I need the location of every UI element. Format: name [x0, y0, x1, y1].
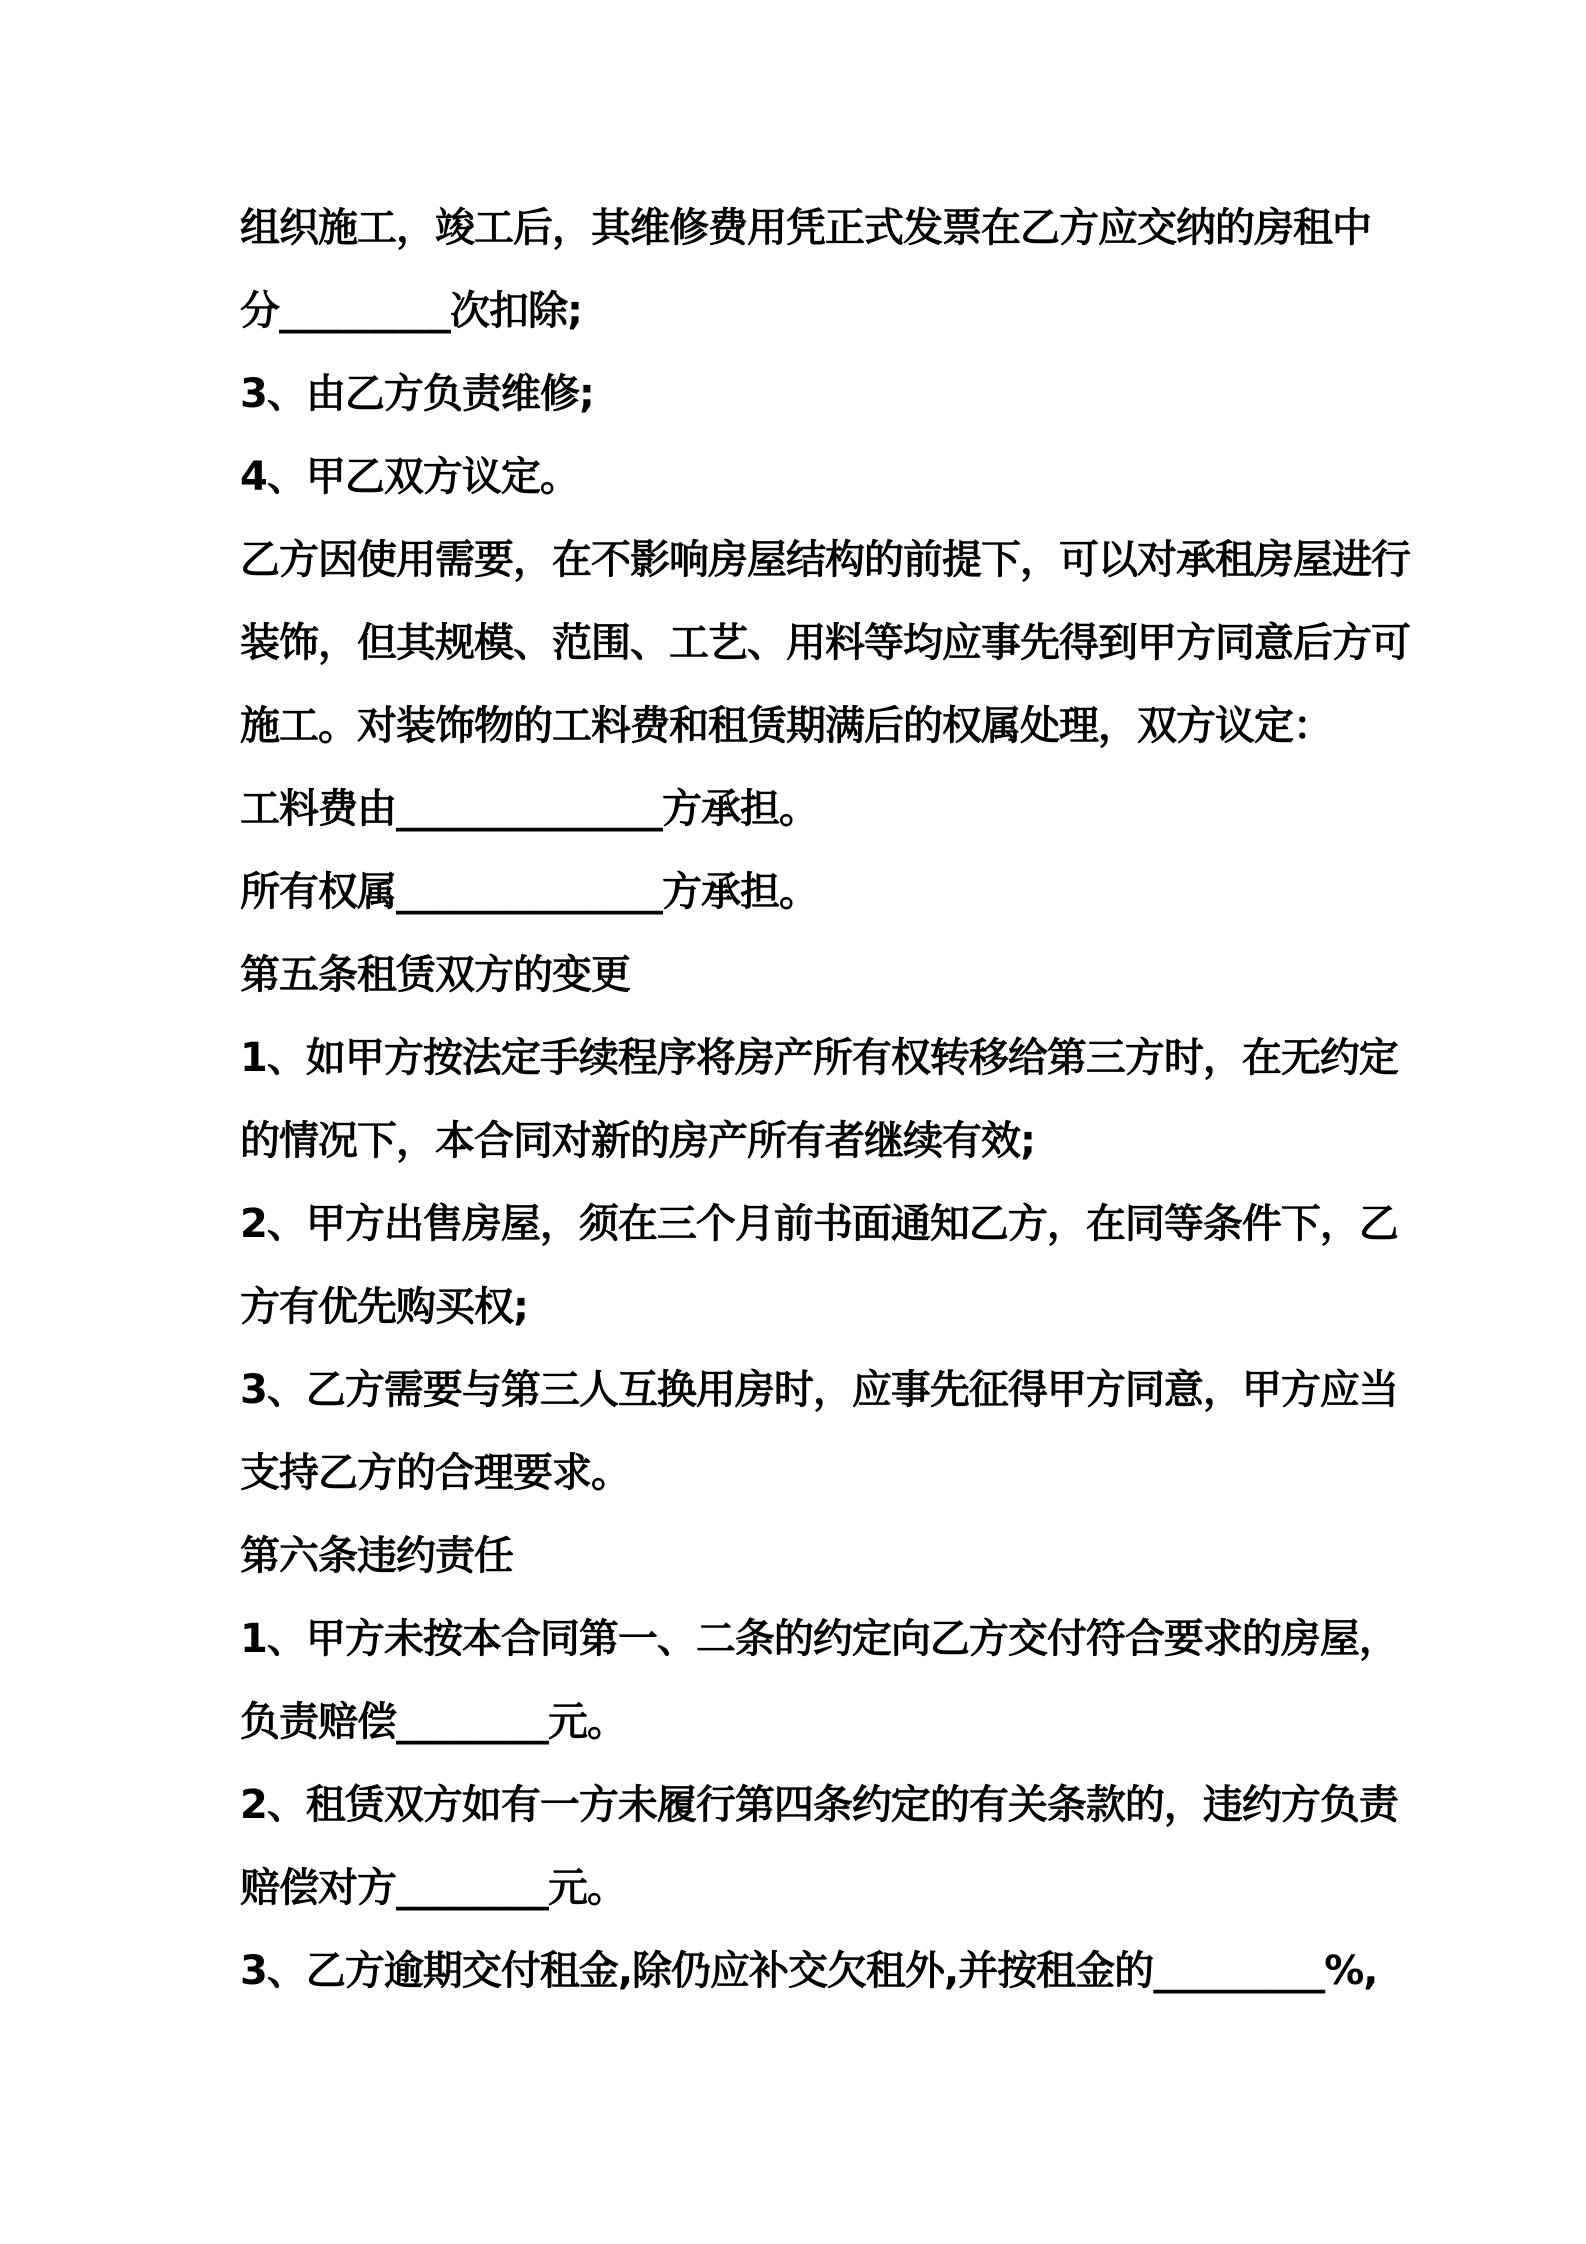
- text-line: 的情况下，本合同对新的房产所有者继续有效;: [240, 1118, 1035, 1164]
- text-line: 组织施工，竣工后，其维修费用凭正式发票在乙方应交纳的房租中: [240, 205, 1371, 251]
- text-line-item-2: 2、租赁双方如有一方未履行第四条约定的有关条款的，违约方负责: [240, 1782, 1398, 1828]
- text-line: 支持乙方的合理要求。: [240, 1450, 630, 1496]
- text-line-item-3-blank-percent: 3、乙方逾期交付租金,除仍应补交欠租外,并按租金的_________%,: [240, 1948, 1378, 1994]
- text-line-item-2: 2、甲方出售房屋，须在三个月前书面通知乙方，在同等条件下，乙: [240, 1201, 1398, 1247]
- text-line-item-3: 3、乙方需要与第三人互换用房时，应事先征得甲方同意，甲方应当: [240, 1367, 1398, 1413]
- clause-5-heading: 第五条租赁双方的变更: [240, 952, 630, 998]
- text-line-blank-material-cost: 工料费由______________方承担。: [240, 786, 818, 832]
- text-line-blank-deduction-times: 分_________次扣除;: [240, 288, 582, 334]
- text-line-item-3: 3、由乙方负责维修;: [240, 371, 594, 417]
- text-line-item-4: 4、甲乙双方议定。: [240, 454, 579, 500]
- text-line: 方有优先购买权;: [240, 1284, 528, 1330]
- text-line-blank-compensation: 负责赔偿________元。: [240, 1699, 626, 1745]
- text-line-blank-compensation-other: 赔偿对方________元。: [240, 1865, 626, 1911]
- text-line: 装饰，但其规模、范围、工艺、用料等均应事先得到甲方同意后方可: [240, 620, 1410, 666]
- text-line: 施工。对装饰物的工料费和租赁期满后的权属处理，双方议定：: [240, 703, 1332, 749]
- clause-6-heading: 第六条违约责任: [240, 1533, 513, 1579]
- text-line-blank-ownership: 所有权属______________方承担。: [240, 869, 818, 915]
- text-line-item-1: 1、甲方未按本合同第一、二条的约定向乙方交付符合要求的房屋，: [240, 1616, 1398, 1662]
- text-line-item-1: 1、如甲方按法定手续程序将房产所有权转移给第三方时，在无约定: [240, 1035, 1398, 1081]
- contract-text-block: [240, 187, 1530, 2013]
- text-line: 乙方因使用需要，在不影响房屋结构的前提下，可以对承租房屋进行: [240, 537, 1410, 583]
